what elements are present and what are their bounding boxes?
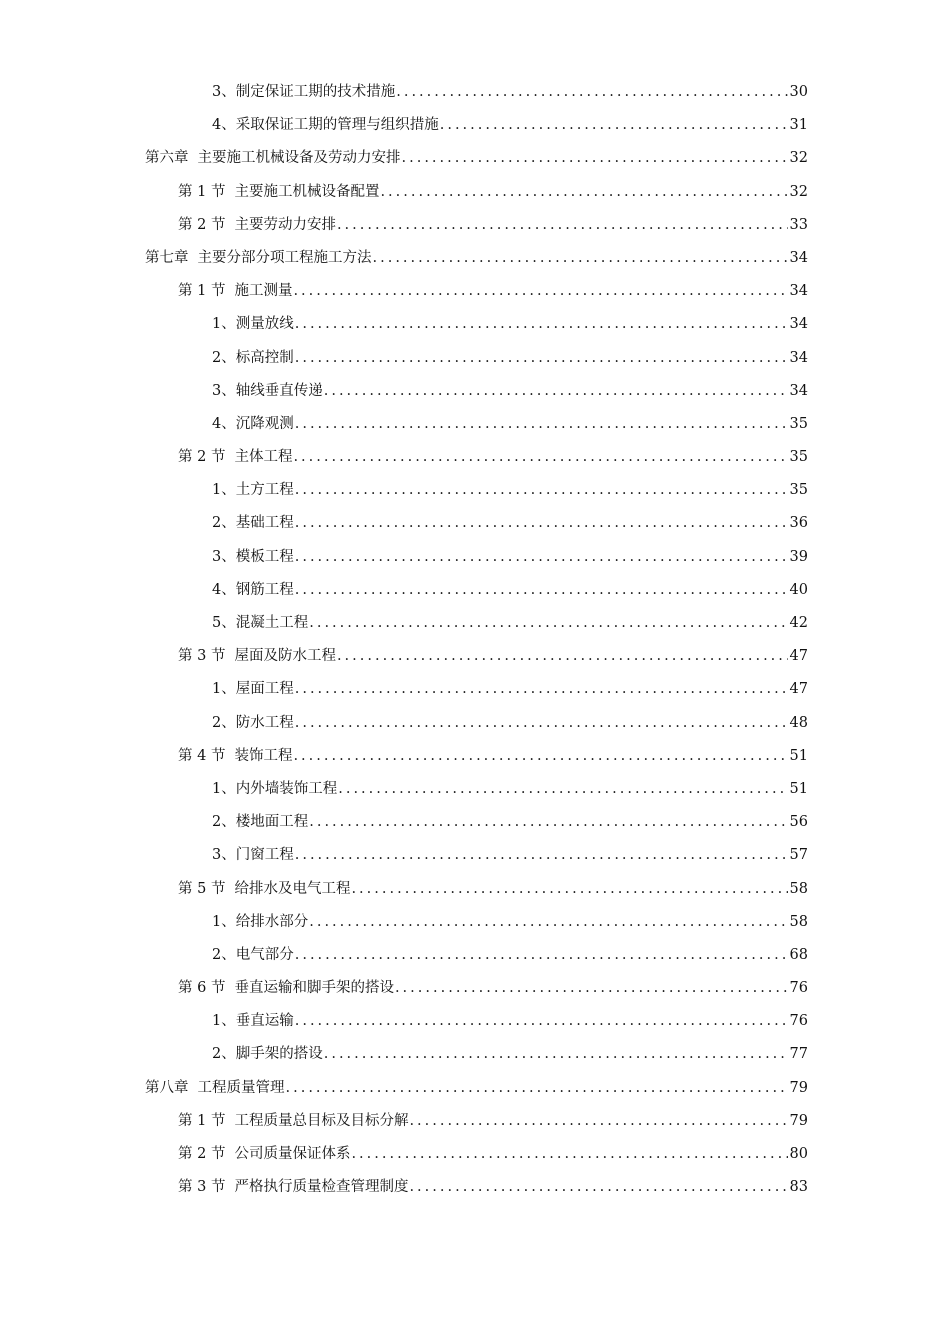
toc-entry-number: 3、 [212,382,236,399]
toc-entry[interactable] [0,644,950,677]
dot-leader [380,180,787,204]
toc-entry-page-number: 76 [789,980,808,997]
dot-leader [337,213,788,237]
dot-leader [295,412,788,436]
toc-entry[interactable] [0,578,950,611]
toc-entry[interactable] [0,877,950,910]
dot-leader [293,744,787,768]
toc-entry-number: 1、 [212,780,236,797]
toc-entry-page-number: 34 [789,316,808,333]
toc-entry[interactable] [0,279,950,312]
dot-leader [373,246,788,270]
toc-entry[interactable] [0,412,950,445]
toc-entry-number: 第 3 节 [178,1179,226,1196]
dot-leader [295,843,788,867]
toc-entry-number: 第 1 节 [178,183,226,200]
toc-entry-page-number: 34 [789,249,808,266]
toc-entry[interactable] [0,910,950,943]
dot-leader [324,379,788,403]
dot-leader [395,976,788,1000]
toc-entry-number: 1、 [212,1013,236,1030]
toc-entry-title: 屋面及防水工程 [234,648,336,665]
toc-entry-title: 给排水部分 [235,913,309,930]
toc-entry[interactable] [0,1009,950,1042]
toc-entry-page-number: 51 [789,780,808,797]
dot-leader [295,578,788,602]
toc-entry-number: 第 4 节 [178,747,226,764]
toc-entry-title: 垂直运输 [235,1013,294,1030]
toc-entry-page-number: 32 [789,150,808,167]
toc-entry-page-number: 30 [789,84,808,100]
toc-entry-number: 4、 [212,415,236,432]
toc-entry-page-number: 79 [789,1112,808,1129]
toc-entry-page-number: 40 [789,581,808,598]
toc-entry-title: 土方工程 [235,482,294,499]
dot-leader [309,810,787,834]
toc-entry-title: 采取保证工期的管理与组织措施 [235,117,439,134]
toc-entry[interactable] [0,213,950,246]
toc-entry-title: 工程质量总目标及目标分解 [234,1112,409,1129]
toc-entry[interactable] [0,943,950,976]
toc-entry-number: 2、 [212,714,236,731]
toc-entry-number: 第 2 节 [178,449,226,466]
toc-entry-number: 第 2 节 [178,216,226,233]
toc-entry-page-number: 48 [789,714,808,731]
dot-leader [295,478,788,502]
toc-entry-page-number: 83 [789,1179,808,1196]
dot-leader [309,910,787,934]
toc-entry-title: 主要施工机械设备及劳动力安排 [197,150,401,167]
toc-entry[interactable] [0,511,950,544]
toc-entry[interactable] [0,1175,950,1208]
toc-entry[interactable] [0,180,950,213]
toc-entry-title: 模板工程 [235,548,294,565]
toc-entry-page-number: 58 [789,880,808,897]
toc-entry-title: 给排水及电气工程 [234,880,351,897]
toc-entry-title: 主要劳动力安排 [234,216,336,233]
toc-entry-number: 第 1 节 [178,1112,226,1129]
toc-entry-page-number: 56 [789,814,808,831]
toc-entry-page-number: 76 [789,1013,808,1030]
toc-entry-title: 钢筋工程 [235,581,294,598]
dot-leader [409,1175,787,1199]
toc-entry-title: 主要施工机械设备配置 [234,183,380,200]
toc-entry[interactable] [0,80,950,113]
toc-entry[interactable] [0,1076,950,1109]
toc-entry[interactable] [0,146,950,179]
toc-entry-title: 垂直运输和脚手架的搭设 [234,980,394,997]
toc-entry-title: 工程质量管理 [197,1079,285,1096]
toc-entry[interactable] [0,777,950,810]
toc-entry-number: 1、 [212,482,236,499]
toc-entry-number: 第六章 [145,150,189,167]
dot-leader [295,545,788,569]
toc-entry-title: 内外墙装饰工程 [235,780,338,797]
toc-entry-page-number: 47 [789,648,808,665]
toc-entry[interactable] [0,744,950,777]
dot-leader [293,279,787,303]
toc-entry[interactable] [0,810,950,843]
toc-entry-page-number: 35 [789,482,808,499]
toc-entry-page-number: 35 [789,449,808,466]
toc-entry-number: 3、 [212,84,236,100]
dot-leader [402,146,788,170]
toc-entry-number: 1、 [212,913,236,930]
toc-entry-page-number: 39 [789,548,808,565]
toc-entry-page-number: 35 [789,415,808,432]
toc-entry-title: 装饰工程 [234,747,293,764]
toc-entry[interactable] [0,1042,950,1075]
toc-entry[interactable] [0,312,950,345]
toc-entry-page-number: 42 [789,615,808,631]
toc-entry-title: 轴线垂直传递 [235,382,323,399]
toc-entry[interactable] [0,1109,950,1142]
dot-leader [293,445,787,469]
dot-leader [286,1076,788,1100]
toc-entry-page-number: 32 [789,183,808,200]
toc-entry[interactable] [0,611,950,644]
table-of-contents [0,80,950,1208]
toc-entry-number: 3、 [212,548,236,565]
toc-entry-number: 第 3 节 [178,648,226,665]
toc-entry[interactable] [0,545,950,578]
toc-entry-title: 标高控制 [235,349,294,366]
toc-entry-title: 公司质量保证体系 [234,1146,351,1162]
toc-entry[interactable] [0,246,950,279]
toc-entry-title: 施工测量 [234,283,293,300]
toc-entry-number: 4、 [212,117,236,134]
toc-entry[interactable] [0,843,950,876]
toc-entry-page-number: 77 [789,1046,808,1063]
toc-entry-title: 严格执行质量检查管理制度 [234,1179,409,1196]
toc-entry-page-number: 34 [789,382,808,399]
dot-leader [338,777,787,801]
dot-leader [295,511,788,535]
toc-entry-page-number: 33 [789,216,808,233]
toc-entry-title: 楼地面工程 [235,814,309,831]
dot-leader [409,1109,787,1133]
dot-leader [295,677,788,701]
dot-leader [324,1042,788,1066]
toc-entry-page-number: 31 [789,117,808,134]
dot-leader [309,611,787,635]
toc-entry[interactable] [0,478,950,511]
toc-entry[interactable] [0,677,950,710]
dot-leader [295,711,788,735]
toc-entry-number: 第八章 [145,1079,189,1096]
toc-entry-page-number: 79 [789,1079,808,1096]
dot-leader [337,644,788,668]
toc-entry[interactable] [0,379,950,412]
toc-entry-number: 1、 [212,681,236,698]
toc-entry-page-number: 57 [789,847,808,864]
toc-entry[interactable] [0,711,950,744]
toc-entry-page-number: 34 [789,283,808,300]
toc-entry[interactable] [0,445,950,478]
toc-entry-title: 主体工程 [234,449,293,466]
toc-entry-title: 门窗工程 [235,847,294,864]
toc-entry[interactable] [0,1142,950,1175]
toc-entry-title: 屋面工程 [235,681,294,698]
toc-entry-title: 制定保证工期的技术措施 [235,84,396,100]
toc-entry-number: 第 6 节 [178,980,226,997]
toc-entry-number: 第 5 节 [178,880,226,897]
toc-entry-title: 防水工程 [235,714,294,731]
toc-entry-title: 电气部分 [235,946,294,963]
toc-entry[interactable] [0,346,950,379]
toc-entry-page-number: 34 [789,349,808,366]
toc-entry-page-number: 68 [789,946,808,963]
dot-leader [396,80,787,104]
toc-entry-number: 5、 [212,615,236,631]
dot-leader [351,1142,787,1166]
dot-leader [295,346,788,370]
toc-entry-number: 第 2 节 [178,1146,226,1162]
dot-leader [295,943,788,967]
dot-leader [440,113,788,137]
toc-entry-page-number: 51 [789,747,808,764]
dot-leader [351,877,787,901]
toc-entry-title: 测量放线 [235,316,294,333]
toc-entry-page-number: 80 [789,1146,808,1162]
toc-entry-title: 沉降观测 [235,415,294,432]
toc-entry-number: 2、 [212,349,236,366]
toc-entry-number: 4、 [212,581,236,598]
toc-entry-number: 2、 [212,1046,236,1063]
toc-entry[interactable] [0,113,950,146]
toc-entry-number: 2、 [212,814,236,831]
dot-leader [295,1009,788,1033]
toc-entry-number: 3、 [212,847,236,864]
toc-entry-number: 1、 [212,316,236,333]
toc-entry-title: 基础工程 [235,515,294,532]
dot-leader [295,312,788,336]
toc-entry-number: 第 1 节 [178,283,226,300]
toc-entry-title: 脚手架的搭设 [235,1046,323,1063]
toc-entry-page-number: 36 [789,515,808,532]
toc-entry-number: 2、 [212,946,236,963]
toc-entry[interactable] [0,976,950,1009]
toc-entry-page-number: 47 [789,681,808,698]
toc-entry-number: 第七章 [145,249,189,266]
toc-entry-number: 2、 [212,515,236,532]
toc-entry-title: 混凝土工程 [235,615,309,631]
toc-entry-page-number: 58 [789,913,808,930]
toc-entry-title: 主要分部分项工程施工方法 [197,249,372,266]
